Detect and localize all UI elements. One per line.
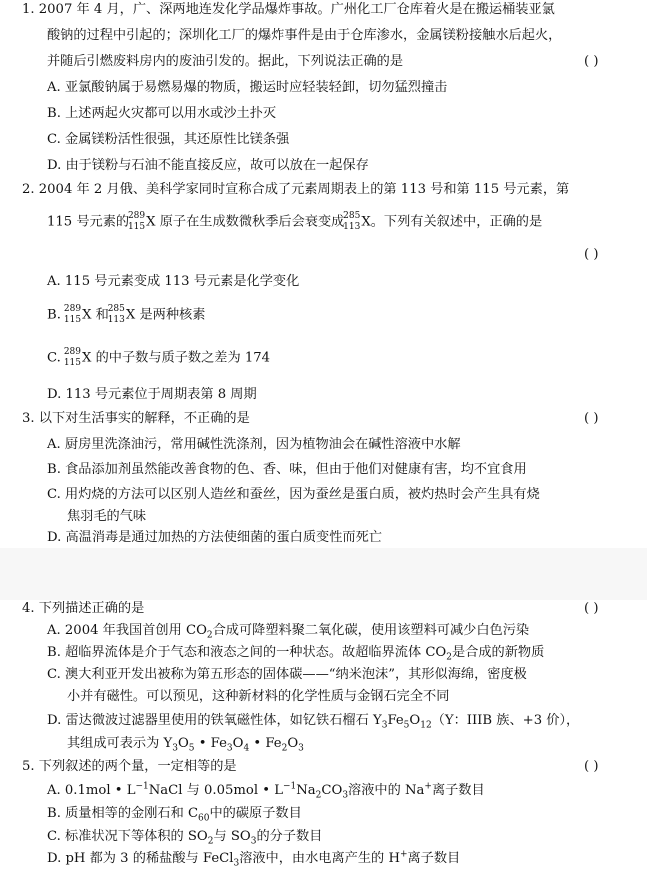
- q1-stem-line1: 1. 2007 年 4 月，广、深两地连发化学品爆炸事故。广州化工厂仓库着火是在搬运桶装亚氯: [22, 2, 555, 17]
- subscript: 4: [243, 743, 250, 754]
- q2-text-c: X。下列有关叙述中，正确的是: [361, 214, 543, 230]
- atomic-number: 115: [127, 222, 146, 232]
- q5-b-text: B. 质量相等的金刚石和 C: [47, 806, 199, 821]
- q5-stem: 5. 下列叙述的两个量，一定相等的是: [22, 759, 237, 774]
- subscript: 3: [233, 858, 240, 869]
- q2-b-text-mid: X 和: [82, 307, 109, 323]
- q4-d-text-post: （Y：IIIB 族、+3 价），: [431, 713, 580, 728]
- q5-d-text: 离子数目: [407, 851, 461, 866]
- q1-option-c: C. 金属镁粉活性很强，其还原性比镁条强: [47, 132, 290, 147]
- q5-a-text: CO: [321, 783, 343, 798]
- subscript: 12: [420, 720, 432, 731]
- subscript: 5: [188, 743, 195, 754]
- mass-number: 289: [63, 304, 82, 314]
- q4-option-a: [47, 622, 529, 640]
- q2-option-a: A. 115 号元素变成 113 号元素是化学变化: [47, 274, 300, 289]
- atomic-number: 113: [107, 315, 125, 325]
- q4-option-d-line1: D. 雷达微波过滤器里使用的铁氧磁性体，如钇铁石榴石 $Y_3Fe_5O_{12}(Y$：IIIB 族、+3 价），: [47, 713, 580, 731]
- q2-stem-line2: [47, 212, 542, 232]
- q5-answer-paren: ( ): [584, 759, 599, 774]
- atomic-number: 113: [343, 222, 361, 232]
- q4-option-b: [47, 644, 544, 662]
- q5-a-text: A. 0.1mol • L: [47, 783, 136, 798]
- mass-number: 285: [343, 211, 361, 221]
- q2-option-c: [47, 348, 270, 368]
- subscript: 3: [298, 743, 304, 754]
- subscript: 3: [381, 720, 388, 731]
- nuclide-289-115: [65, 348, 81, 368]
- q4-a-text-post: 合成可降塑料聚二氧化碳，使用该塑料可减少白色污染: [212, 623, 530, 638]
- q4-option-c-line1: C. 澳大利亚开发出被称为第五形态的固体碳——“纳米泡沫”，其形似海绵，密度极: [47, 667, 527, 682]
- q5-option-a: [47, 782, 485, 800]
- q3-option-c-line1: C. 用灼烧的方法可以区别人造丝和蚕丝，因为蚕丝是蛋白质，被灼热时会产生具有烧: [47, 487, 540, 502]
- q2-c-text-post: X 的中子数与质子数之差为 174: [82, 350, 271, 366]
- q4-stem: 4. 下列描述正确的是: [22, 601, 145, 616]
- q1-answer-paren: ( ): [584, 54, 599, 69]
- subscript: 2: [207, 836, 214, 847]
- q4-d2-text-pre: 其组成可表示为 Y: [67, 736, 173, 751]
- q5-a-text: 离子数目: [431, 783, 485, 798]
- q1-option-d: D. 由于镁粉与石油不能直接反应，故可以放在一起保存: [47, 158, 369, 173]
- subscript: 3: [226, 743, 233, 754]
- q5-option-b: [47, 805, 302, 823]
- q5-c-text: C. 标准状况下等体积的 SO: [47, 829, 208, 844]
- q5-a-text: 溶液中的 Na: [348, 783, 425, 798]
- superscript: −1: [135, 781, 149, 792]
- q4-a-text-pre: A. 2004 年我国首创用 CO: [47, 623, 207, 638]
- subscript: 2: [206, 630, 213, 641]
- q2-stem-line1: 2. 2004 年 2 月俄、美科学家同时宣称合成了元素周期表上的第 113 号和第 115 号元素，第: [22, 182, 570, 197]
- q4-b-text-post: 是合成的新物质: [451, 645, 545, 660]
- q5-c-text: 的分子数目: [256, 829, 323, 844]
- subscript: 3: [172, 743, 178, 754]
- subscript: 60: [198, 813, 210, 824]
- q2-option-d: D. 113 号元素位于周期表第 8 周期: [47, 387, 257, 402]
- q1-option-a: A. 亚氯酸钠属于易燃易爆的物质，搬运时应轻装轻卸，切勿猛烈撞击: [47, 80, 448, 95]
- nuclide-285-113: [109, 305, 125, 325]
- nuclide-289-115: [65, 305, 81, 325]
- q2-text-a: 115 号元素的: [47, 214, 130, 230]
- superscript: +: [399, 849, 408, 860]
- option-letter: B.: [47, 307, 61, 323]
- q5-option-c: [47, 828, 322, 846]
- q3-option-b: B. 食品添加剂虽然能改善食物的色、香、味，但由于他们对健康有害，均不宜食用: [47, 462, 527, 477]
- q2-answer-paren: ( ): [584, 247, 599, 262]
- q4-answer-paren: ( ): [584, 601, 599, 616]
- q2-option-b: [47, 305, 205, 325]
- mass-number: 289: [63, 347, 82, 357]
- q1-stem-line3: 并随后引燃废料房内的废油引发的。据此，下列说法正确的是: [47, 54, 404, 69]
- q1-option-b: B. 上述两起火灾都可以用水或沙土扑灭: [47, 106, 277, 121]
- q1-stem-line2: 酸钠的过程中引起的；深圳化工厂的爆炸事件是由于仓库渗水，金属镁粉接触水后起火，: [47, 28, 562, 43]
- subscript: 2: [446, 652, 452, 663]
- atomic-number: 115: [63, 315, 82, 325]
- superscript: −1: [282, 781, 297, 792]
- q3-option-c-line2: 焦羽毛的气味: [67, 509, 147, 524]
- nuclide-289-115: [129, 212, 145, 232]
- q5-a-text: Na: [296, 783, 316, 798]
- q4-option-d-line2: 其组成可表示为 $Y_3O_5$ • $Fe_3O_4$ • $Fe_2O_3$: [67, 736, 304, 754]
- q5-d-text: D. pH 都为 3 的稀盐酸与 FeCl: [47, 851, 234, 866]
- q3-answer-paren: ( ): [584, 411, 599, 426]
- q2-text-b: X 原子在生成数微秋季后会衰变成: [146, 214, 345, 230]
- option-letter: C.: [47, 350, 61, 366]
- q4-option-c-line2: 小并有磁性。可以预见，这种新材料的化学性质与金钢石完全不同: [67, 689, 450, 704]
- mass-number: 289: [127, 211, 146, 221]
- q3-option-a: A. 厨房里洗涤油污，常用碱性洗涤剂，因为植物油会在碱性溶液中水解: [47, 437, 461, 452]
- subscript: 3: [342, 790, 349, 801]
- mass-number: 285: [107, 304, 125, 314]
- section-divider: [0, 548, 647, 600]
- subscript: 2: [281, 743, 288, 754]
- subscript: 5: [403, 720, 410, 731]
- atomic-number: 115: [63, 358, 82, 368]
- q4-b-text-pre: B. 超临界流体是介于气态和液态之间的一种状态。故超临界流体 CO: [47, 645, 447, 660]
- q4-d-text-pre: D. 雷达微波过滤器里使用的铁氧磁性体，如钇铁石榴石 Y: [47, 713, 382, 728]
- q5-option-d: [47, 850, 460, 868]
- q5-a-text: NaCl 与 0.05mol • L: [148, 783, 283, 798]
- q5-c-text: 与 SO: [213, 829, 251, 844]
- subscript: 2: [315, 790, 322, 801]
- q3-option-d: D. 高温消毒是通过加热的方法使细菌的蛋白质变性而死亡: [47, 530, 382, 545]
- q5-b-text: 中的碳原子数目: [209, 806, 302, 821]
- superscript: +: [424, 781, 432, 792]
- nuclide-285-113: [344, 212, 360, 232]
- question-block-2: [0, 600, 647, 867]
- q3-stem: 3. 以下对生活事实的解释，不正确的是: [22, 411, 250, 426]
- subscript: 3: [250, 836, 257, 847]
- q5-d-text: 溶液中，由水电离产生的 H: [239, 851, 400, 866]
- q2-b-text-post: X 是两种核素: [125, 307, 206, 323]
